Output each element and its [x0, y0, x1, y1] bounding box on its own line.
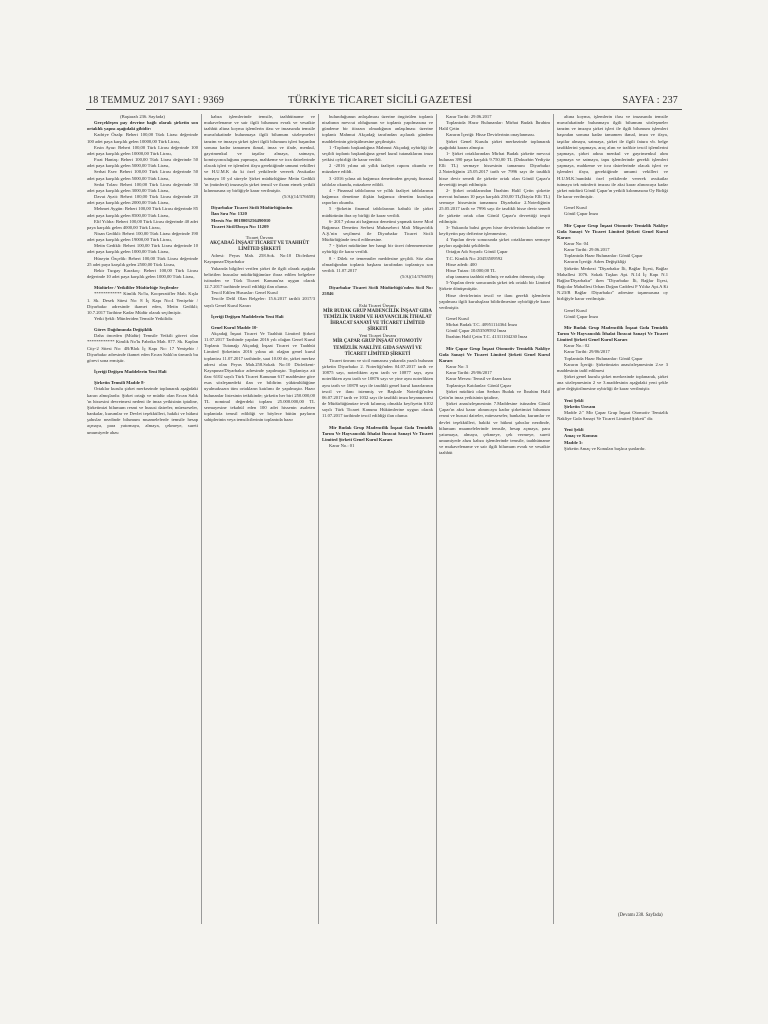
column-4 — [439, 114, 550, 924]
paragraph: Serhat Eser: Beheri 100,00 Türk Lirası değerinde 50 adet paya karşılık gelen 5000,00 Türk Lirası, — [87, 169, 198, 181]
paragraph: Madde 2:" Mir Çapar Grup İnşaat Otomotiv Temizlik Nakliye Gıda Sanayi Ve Ticaret Limited Şirketi" dir. — [557, 409, 668, 422]
paragraph: Metin Gedikli: Beheri 100,00 Türk Lirası değerinde 10 adet paya karşılık gelen 1000,00 Türk Lirası, — [87, 243, 198, 255]
paragraph: Ersin Ayaz: Beheri 100,00 Türk Lirası değerinde 100 adet paya karşılık gelen 10000,00 Türk Lirası, — [87, 144, 198, 156]
paragraph: Tescil Edilen Hususlar: Genel Kurul — [211, 290, 278, 296]
paragraph: Hisse Tutarı: 10.000,00 TL — [446, 267, 496, 273]
paragraph: Kararın İçeriği: Hisse Devirlerinin onaylanması. — [446, 132, 535, 138]
paragraph: Adresi: Peyas Mah. 258.Sok. No:10 Dicleikent Kayapınar/Diyarbakır — [204, 253, 315, 265]
section-heading: İçeriği Değişen Maddelerin Yeni Hali — [94, 369, 167, 375]
paragraph: Karar Tarihi: 29/06/2017 — [564, 349, 610, 355]
paragraph: Nisan Gedikli: Beheri 100,00 Türk Lirası değerinde 190 adet paya karşılık gelen 19000,00 Türk Lirası, — [87, 230, 198, 243]
paragraph: (5/A)(14/376658) — [282, 194, 315, 200]
paragraph: Daha önceden (Müdür) Temsile Yetkili görevi olan ************ Kimlik No'lu Fabrika Mah. 877. Sk. Kaplan City-2 Sitesi No: 4B/Blok İç Kapı No: 17 Yenişehir / Diyarbakır adresinde ikamet eden Ercan Salık'ın ünvanlı bu görevi sona ermiştir. — [87, 333, 198, 363]
column-5 — [557, 114, 668, 924]
paragraph: 8 - Dilek ve temenniler meddesine geçildi. Söz alan olmadığından toplantı başkanı tarafından toplantıya son verildi. 11.07.2017 — [322, 255, 433, 273]
paragraph: Şirketin Merkezi "Diyarbakır İli, Bağlar İlçesi, Bağlar Mahallesi 1076. Sokak Taşkın Apt. N.14 İç Kapı N.1 Bağlar/Diyarbakır" iken "Diyarbakır İli, Bağlar İlçesi, Bağcılar Mahallesi Orhan Doğan Caddesi F Yıldız Apt.A Kt N.23/B Bağlar /Diyarbakır" adresine taşınmasına oy birliğiyle karar verilmiştir. — [557, 265, 668, 302]
paragraph: Yetki Şekli: Münferiden Temsile Yetkilidir. — [94, 316, 174, 321]
paragraph: Eski Ticaret Ünvanı — [359, 302, 396, 308]
section-heading: Mir Budak Grup Madencilik İnşaat Gıda Temizlik Tarım Ve Hayvancılık İthalat İhracat Sanayi Ve Ticaret Limited Şirketi Genel Kurul Kararı — [322, 424, 433, 442]
paragraph: kabza işlemlerinde temsile, taahhütname ve mukavelename ve sair ilgili bilumum evrak ve vesaikte taahhüt altına koyma işlemlerin ifası ve imzasında temsile muvafakatinde bulunmaya ilgili bilumum sözleşmeleri tanzim ve imzaya şirket işleri ilgili bilumum işleri başından sonuna kadar tamamen ikmal, imza ve ifade, menkul, gayrimenkul ve taşıtlar almaya, satmaya, komisyonculuğunu yapmaya, mahkeme ve icra dairelerinde olacak işleri ve işlemleri ifaya gerektiğinde umumi vekilleri ve H.U.M.K da ki özel yetkilerde vererek Avukatlar tutmaya 10 yıl süreyle Şirket müdürlüğüne Metin Gedikli 'ın (münferit) imzasıyla şirket temsil ve ilzam etmek yetkili kılınmasına oy birliğiyle karar verilmiştir. — [204, 114, 315, 193]
paragraph: Toplantıda Hazır Bulunanlar: Mirhat Budak İbrahim Halil Çetin — [439, 120, 550, 132]
paragraph: altına koyma, işlemlerin ifası ve imzasında temsile muvafakatinde bulunmaya ilgili bilumum sözleşmeler tanzim ve imzaya şirket işleri ile ilgili bilumum işlemleri başından sonuna kadar tamamen ikmal, imza ve ifaya, taşıtlar almaya, satmaya, şirket ile ilgili fatura vb. belge tasdiklerini yapmaya, araç alım ve trafikte tescil işlemlerini yapmaya, şirket adına menkul ve gayrimenkul alım yapmaya ve satmaya, tapu işlemlerinde gerekli işlemleri yapmaya, mahkeme ve icra dairelerinde olacak işleri ve işlemleri ifaya, gerektiğinde umumi vekilleri ve H.U.M.K.'nundaki özel yetkilerde vererek avukatlar tutmaya tek münferit imzası ile aksi karar alınıncaya kadar şirket müdürü Gönül Çapar'ın yetkili kılınmasına Oy Birliği İle karar verilmiştir. — [557, 114, 668, 200]
section-heading: Genel Kurul Madde 10- — [211, 324, 258, 330]
paragraph: Sedat Tolan: Beheri 100,00 Türk Lirası değerinde 30 adet paya karşılık gelen 3000,00 Türk Lirası, — [87, 181, 198, 193]
section-heading: Şirketin Unvanı — [564, 403, 596, 409]
section-heading: Mir Çapar Grup İnşaat Otomotiv Temizlik Nakliye Gıda Sanayi Ve Ticaret Limited Şirketi Genel Kurul Kararı — [557, 222, 668, 240]
paragraph: Mehmet Aygün: Beheri 100,00 Türk Lirası değerinde 85 adet paya karşılık gelen 8500,00 Türk Lirası, — [87, 206, 198, 218]
paragraph: Ortaklar kurulu şirket merkezinde toplanarak aşağıdaki kararı almışlardır. Şirket ortağı ve müdür olan Ercan Salık 'ın hissesini devretmesi nedeni ile imza yetkisinin iptaline, Şirketimizi bilumum resmi ve hususi daireler, müesseseler, bankalar, kurumlar ve Devlet teşekkülleri, hakiki ve hükmi şahıslar nezdinde bilumum muamelelerde temsile hesap açmaya, para yatırmaya, almaya, çekmeye, sureti umumiyede ahzu — [87, 386, 198, 435]
paragraph: Şirket anasözleşmesinin 7.Maddesine istinaden Gönül Çapar'ın aksi karar alınıncaya kadar şirketimizi bilumum resmi ve hususi daireler, müesseseler, bankalar, kurumlar ve devlet teşekkülleri, hakiki ve hükmi şahıslar nezdinde, bilumum muamelelerinde temsile, hesap açmaya, para yatırmaya, almaya, çekmeye, çek vermeye, sureti umumiyede ahzu kabza işlemlerinde temsile, taahhütname ve mukavelename ve sair ilgili bilumum evrak ve vesaikte taahhüt — [439, 401, 550, 456]
paragraph: Mirhat Budak T.C. 40951114364 İmza — [446, 322, 517, 328]
paragraph: 4 Yapılan devir sonucunda şirket ortaklarının sermaye payları aşağıdaki şekildedir. — [439, 237, 550, 249]
paragraph: Genel Kurul — [564, 307, 587, 313]
paragraph: Yeni Ticaret Ünvanı — [358, 333, 397, 339]
paragraph: Karar No.: 01 — [329, 442, 355, 448]
section-heading: Madde 3: — [564, 439, 583, 445]
section-heading: Mersis No: 0018003256490010 — [211, 217, 271, 223]
section-heading: Görev Dağılımında Değişiklik — [94, 327, 153, 333]
paragraph: 1- Şirket ortaklarından Mirhat Budak şirkette mevcut bulunan 390 paya karşılık 9.750,00 TL (Dokuzbin Yediyüz Elli TL) sermaye hissesinin tamamını Diyarbakır 2.Noterliğinin 25.05.2017 tarih ve 7996 sayı ile tasdikli hisse devir senedi ile şirkette ortak olan Gönül Çapar'a devrettiği tespit edilmiştir. — [439, 150, 550, 187]
paragraph: 2- Şirket ortaklarından İbrahim Halil Çetin şirkette mevcut bulunan 10 paya karşılık 250,00 TL(İkiyüz Elli TL) sermaye hissesinin tamamını Diyarbakır 2.Noterliğinin 25.05.2017 tarih ve 7996 sayı ile tasdikli hisse devir senedi ile şirkette ortak olan Gönül Çapar'a devrettiği tespit edilmiştir. — [439, 187, 550, 224]
paragraph: Hisse adedi: 400 — [446, 261, 477, 267]
paragraph: 4 - Finansal tablolarına ve yıllık faaliyet tablolarının bağımsız denetime ilişkin bağımsız denetim kuruluşu raporları okundu. — [322, 187, 433, 206]
paragraph: T.C. Kimlik No: 20453509592 — [446, 255, 503, 261]
paragraph: Gönül Çapar 20453509592 İmza — [446, 328, 507, 334]
paragraph: Kararın İçeriği: Şirketimizin anasözleşmesinin 2.ve 3 maddesinin tadil edilmesi — [557, 361, 668, 373]
column-1 — [87, 114, 198, 924]
paragraph: bulunduğunun anlaşılması üzerine öngörülen toplantı nisabının mevcut olduğunun ve toplantı yapılmasına ve gündeme bir itirazın olmadığının anlaşılması üzerine toplantı Mahmut Akçadağ tarafından açılarak gündem maddelerinin görüşülmesine geçilmiştir. — [322, 114, 433, 144]
paragraph: Şirketin Amaç ve Konuları başlıca şunlardır. — [564, 445, 646, 451]
paragraph: Toplantıda Hazır Bulunanlar: Gönül Çapar — [564, 355, 643, 361]
section-heading: Şirketin Temsili Madde 8- — [94, 380, 145, 386]
paragraph: Ticaret Ünvanı — [245, 234, 274, 240]
paragraph: Karar Mevzu: Temsil ve ilzam kara — [446, 376, 512, 382]
paragraph: 6- 2017 yılına ait bağımsız denetimi yapmak üzere Mod Bağımsız Denetim Serbest Muhasebeci Mali Müşavirlik A.Ş.'nin seçilmesi ile Diyarbakır Ticaret Sicili Müdürlüğünde tescil edilmesine. — [322, 218, 433, 243]
paragraph: 7 - Şirket müdürüne her hangi bir ücret ödenmemesine oybirliği ile karar verildi. — [322, 243, 433, 255]
section-heading: Gerçekleşen pay devrine bağlı olarak şirketin son ortaklık yapısı aşağıdaki gibidir: — [87, 120, 198, 132]
paragraph: Karar No: 04 — [564, 240, 589, 246]
paragraph: 5-Yapılan devir sonucunda şirket tek ortaklı bir Limited Şirkete dönüşmüştür. — [439, 280, 550, 292]
paragraph: Yukarıda bilgileri verilen şirket ile ilgili olarak aşağıda belirtilen hususlar müdürlüğümüze ibraz edilen belgelere istinaden ve Türk Ticaret Kanunu'na uygun olarak 12.7.2017 tarihinde tescil edildiği ilan olunur. — [204, 265, 315, 290]
paragraph: Davut Ayzit: Beheri 100,00 Türk Lirası değerinde 20 adet paya karşılık gelen 2000,00 Türk Lirası, — [87, 194, 198, 206]
paragraph: Kadriye Özalp: Beheri 100,00 Türk Lirası değerinde 100 adet paya karşılık gelen 10000,00 Türk Lirası, — [87, 132, 198, 144]
paragraph: Şirket Genel Kurulu şirket merkezinde toplanarak aşağıdaki kararı almıştır. — [439, 138, 550, 150]
section-heading: MİR BUDAK GRUP MADENCİLİK İNŞAAT GIDA TEMİZLİK TARIM VE HAYVANCILIK İTHALAT İHRACAT SANAYİ VE TİCARET LİMİTED ŞİRKETİ — [323, 308, 432, 333]
header-rule — [86, 109, 682, 110]
paragraph: Akçadağ İnşaat Ticaret Ve Taahhüt Limited Şirketi 11.07.2017 Tarihinde yapılan 2016 yılı olağan Genel Kurul Toplantı Tutanağı Akçadağ İnşaat Ticaret ve Taahhüt Limited Şirketinin 2016 yılına ait olağan genel kurul toplantısı 11.07.2017 tarihinde, saat 10.00 de, şirket merkez adresi olan Peyas Mah.258.Sokak No:10 Dicleikent-Kayapınar/Diyarbakır adresinde yapılmıştır. Toplantıya ait ilan: 6102 sayılı Türk Ticaret Kanunun 617 maddesine göre esas sözleşmedeki ilan ve bildirim yükümlülüğüne uyulmaksızın tüm ortakların katılımı ile yapılmıştır. Hazır bulunanlar listesinin tetkikinde; şirketin her biri 250.000,00 TL nominal değerdeki toplam 25.000.000,00 TL sermayesine tekabül eden 100 adet hissenin asaleten toplantıda temsil edildiği ve böylece bütün payların sahiplerinin veya temsilcilerinin toplantıda hazır — [204, 331, 315, 423]
paragraph: 5 -Şirketin finansal tablolarının kabulü ile şirket müdürünün ibra oy birliği ile karar verildi. — [322, 206, 433, 218]
section-heading: İlan Sıra No: 1320 — [211, 211, 247, 217]
paragraph: Şirket genel kurulu şirket merkezinde toplanarak, şirket ana sözleşmesinin 2 ve 3.maddesinin aşağıdaki yeni şekle göre değiştirilmesine oybirliği ile karar verilmiştir. — [557, 374, 668, 392]
column-divider — [553, 114, 554, 924]
issue-date-number: 18 TEMMUZ 2017 SAYI : 9369 — [88, 95, 225, 106]
column-divider — [436, 114, 437, 924]
paragraph: ************ Kimlik No'lu, Kooperatifler Mah. Kışla 1. Sk. Desek Sitesi No: 8 İç Kapı No:4 Yenişehir / Diyarbakır adresinde ikamet eden, Metin Gedikli; 10.7.2017 Tarihine Kadar Müdür olarak seçilmiştir. — [87, 291, 198, 315]
section-heading: Mir Çapar Grup İnşaat Otomotiv Temizlik Nakliye Gıda Sanayi Ve Ticaret Limited Şirketi Genel Kurul Kararı — [439, 345, 550, 363]
paragraph: Şirket müdürü olan Serhan Budak ve İbrahim Halil Çetin'in imza yetkisinin iptaline, — [439, 388, 550, 400]
paragraph: Ticaret ünvanı ve sicil numarası yukarıda yazılı bulunan şirketin Diyarbakır 2. Noterliği'nden 04.07.2017 tarih ve 10875 sayı, noterlikten aynı tarih ve 10877 sayı, aynı noterlikten aynı tarih ve 10876 sayı ve yine aynı noterlikten aynı tarih ve 10878 sayı ile tasdikli genel kurul kararlarının tescil ve ilanı istenmiş ve Başkale Noterliği'nden 06.07.2017 tarih ve 1032 sayı ile tasdikli imza beyannamesi de Müdürlüğümüze tevdi kılınmış olmakla keyfiyetin 6102 sayılı Türk Ticaret Kanunu Hükümlerine uygun olarak 11.07.2017 tarihinde tescil edildiği ilan olunur. — [322, 357, 433, 419]
paragraph: Genel Kurul — [446, 316, 469, 321]
section-heading: Müdürler / Yetkililer Müdürlüğe Seçilenler — [94, 285, 179, 291]
paragraph: Toplantıya Katılanlar: Gönül Çapar — [446, 382, 512, 388]
paragraph: Ortağın Adı Soyadı: Gönül Çapar — [446, 249, 508, 255]
paragraph: Karar Tarihi: 29.06.2017 — [446, 114, 492, 119]
column-3 — [322, 114, 433, 924]
section-heading: Amaç ve Konusu — [564, 433, 598, 439]
paragraph: Karar Tarihi: 29.06.2017 — [564, 247, 610, 253]
continued-note: (Devamı 238. Sayfada) — [618, 913, 663, 918]
paragraph: olup tamamı taahhüt edilmiş ve nakden ödenmiş olup — [446, 274, 545, 280]
section-heading: Mir Budak Grup Madencilik İnşaat Gıda Temizlik Tarım Ve Hayvancılık İthalat İhracat Sanayi Ve Ticaret Limited Şirketi Genel Kurul Kararı — [557, 324, 668, 343]
paragraph: Kararın İçeriği: Adres Değişikliği — [564, 259, 626, 265]
column-2 — [204, 114, 315, 924]
section-heading: Diyarbakır Ticaret Sicili Müdürlüğünden — [211, 205, 293, 211]
paragraph: Karar No.: 02 — [564, 343, 590, 349]
column-divider — [201, 114, 202, 924]
paragraph: Gönül Çapar İmza — [564, 211, 598, 217]
section-heading: Ticaret Sicil/Dosya No: 11209 — [211, 223, 269, 229]
paragraph: Gönül Çapar İmza — [564, 313, 598, 319]
paragraph: Hüseyin Özçelik: Beheri 100,00 Türk Lirası değerinde 25 adet paya karşılık gelen 2500,00 Türk Lirası, — [87, 255, 198, 267]
paragraph: Elif Yıldız: Beheri 100,00 Türk Lirası değerinde 40 adet paya karşılık gelen 4000,00 Türk Lirası, — [87, 218, 198, 230]
section-heading: MİR ÇAPAR GRUP İNŞAAT OTOMOTİV TEMİZLİK NAKLİYE GIDA SANAYİ VE TİCARET LİMİTED ŞİRKETİ — [332, 339, 423, 357]
page-number: SAYFA : 237 — [622, 95, 678, 106]
paragraph: 3- Yukarıda bahsi geçen hisse devirlerinin kabulüne ve keyfiyetin pay defterine işlenmesine, — [439, 224, 550, 236]
paragraph: Fırat Hantaş: Beheri 100,00 Türk Lirası değerinde 50 adet paya karşılık gelen 5000,00 Türk Lirası, — [87, 157, 198, 169]
section-heading: İçeriği Değişen Maddelerin Yeni Hali — [211, 313, 284, 319]
paragraph: Karar No: 3 — [446, 364, 468, 370]
paragraph: Genel Kurul — [564, 205, 587, 211]
paragraph: Tescile Delil Olan Belgeler: 15.6.2017 tarihli 2017/3 sayılı Genel Kurul Kararı — [204, 296, 315, 308]
paragraph: 3 -2016 yılına ait bağımsız denetimden geçmiş finansal tablolar okundu, müzakere edildi. — [322, 175, 433, 187]
paragraph: İbrahim Halil Çetin T.C. 41311104230 İmza — [446, 334, 528, 340]
gazette-title: TÜRKİYE TİCARET SİCİLİ GAZETESİ — [288, 95, 473, 106]
section-heading: Yeni Şekli — [564, 397, 584, 403]
paragraph: Karar Tarihi: 29/06/2017 — [446, 370, 492, 376]
paragraph: (Baştarafı 236. Sayfada) — [120, 114, 165, 119]
paragraph: 2 -2016 yılına ait yıllık faaliyet raporu okundu ve müzakere edildi. — [322, 163, 433, 175]
paragraph: Bekir Turgay Karakoç: Beheri 100,00 Türk Lirası değerinde 10 adet paya karşılık gelen 1000,00 Türk Lirası, — [87, 267, 198, 280]
section-heading: AKÇADAĞ İNŞAAT TİCARET VE TAAHHÜT LİMİTED ŞİRKETİ — [209, 240, 310, 253]
paragraph: (5/A)(14/376659) — [400, 274, 433, 280]
column-divider — [318, 114, 319, 924]
paragraph: 1 -Toplantı başkanlığına Mahmut Akçadağ oybirliği ile seçildi toplantı başkanlığına genel kurul tutanaklarını imza yetkisi oybirliği ile karar verildi. — [322, 144, 433, 163]
paragraph: Hisse devirlerinin tescil ve ilanı gerekli işlemlerin yapılması ilgili kuruluşlara bildirilmesine oybirliğiyle karar verilmiştir. — [439, 292, 550, 310]
section-heading: Yeni Şekli — [564, 427, 584, 433]
paragraph: Toplantıda Hazır Bulunanlar: Gönül Çapar — [564, 253, 643, 259]
section-heading: Diyarbakır Ticaret Sicili Müdürlüğü'nden Sicil No: 25846 — [322, 285, 433, 297]
